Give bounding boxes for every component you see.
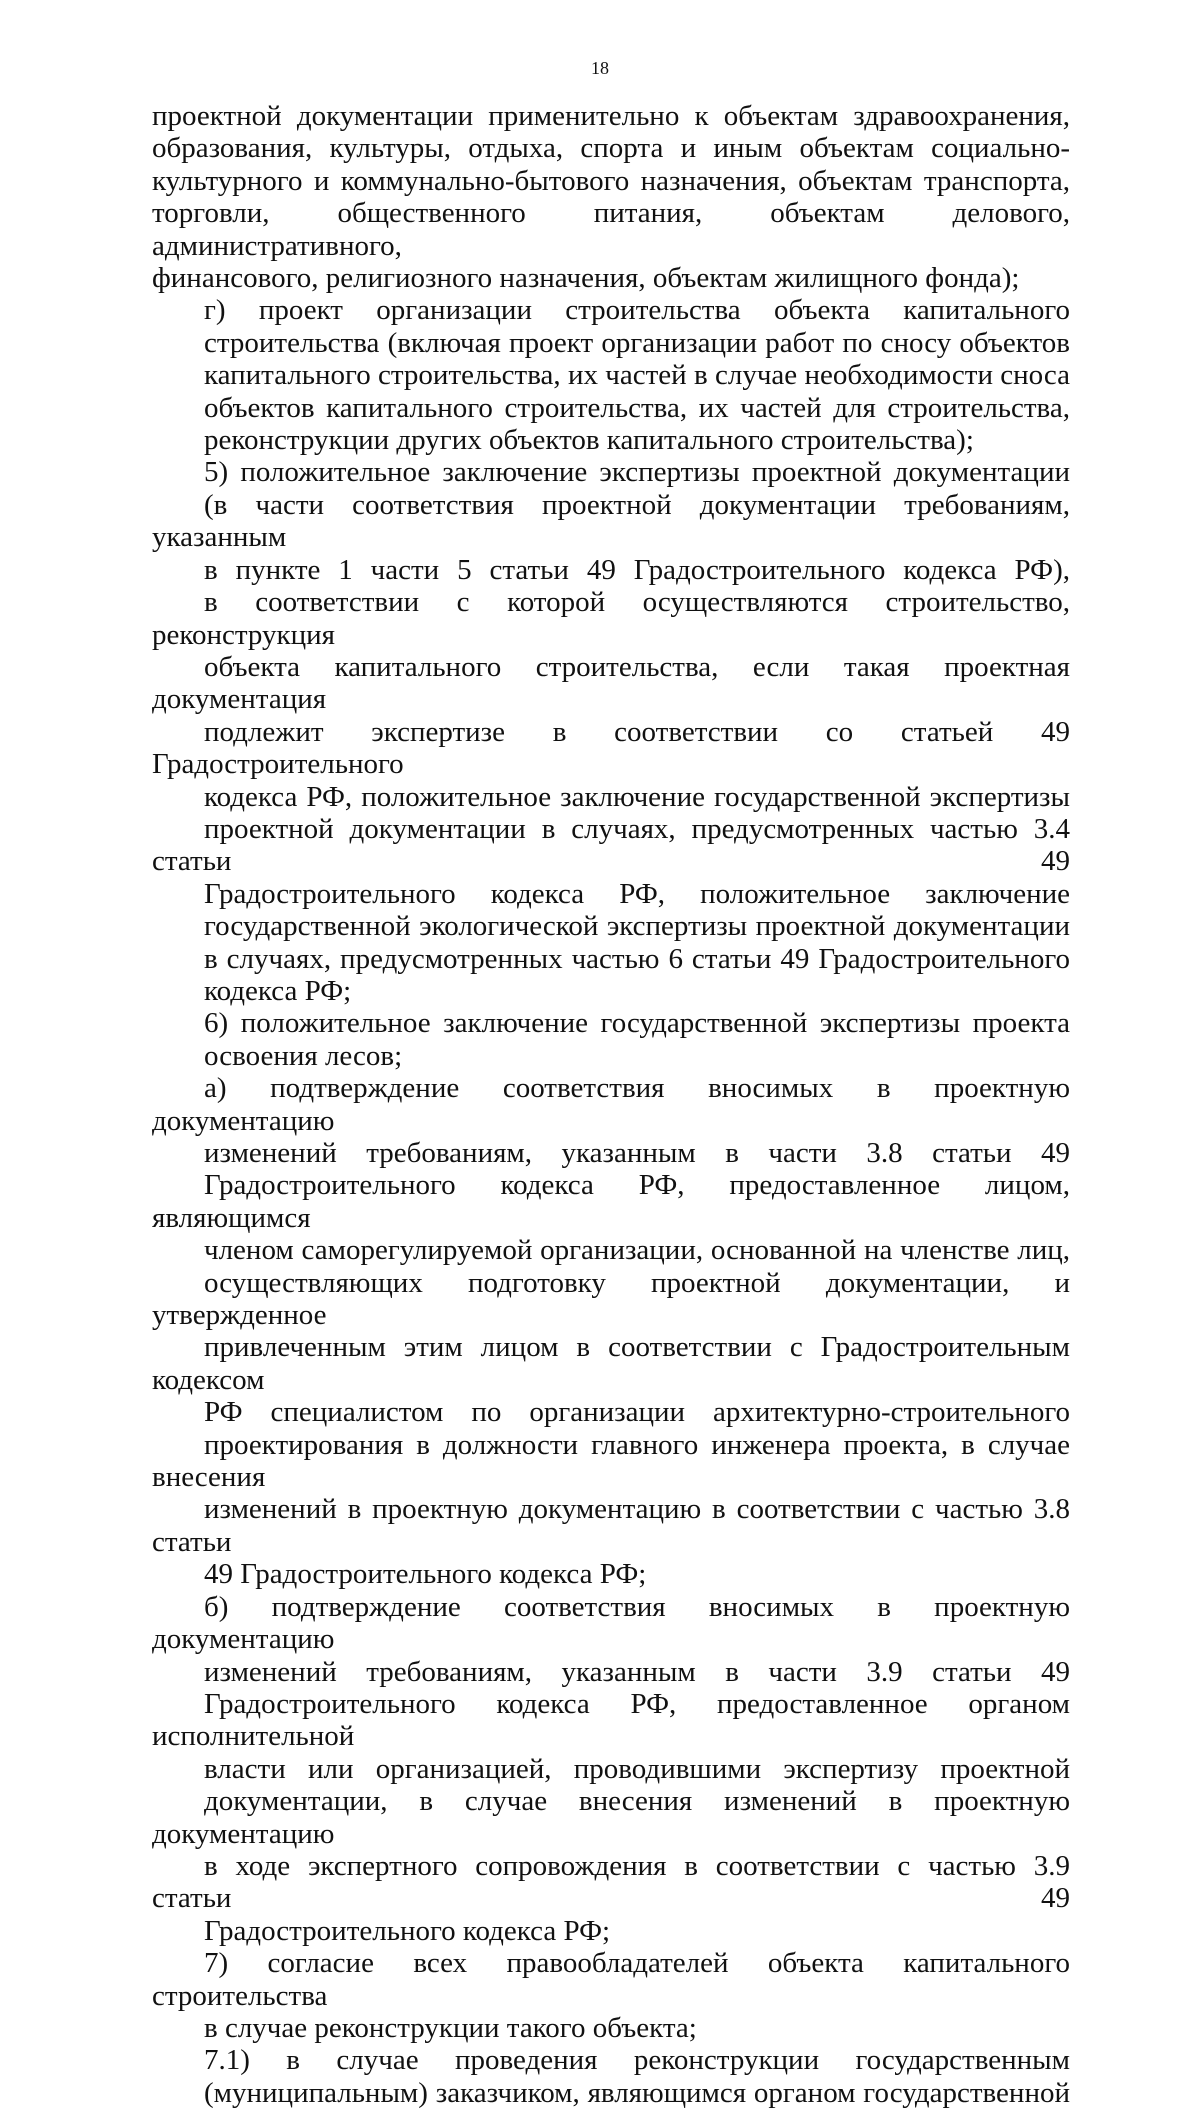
text-line: кодекса РФ, положительное заключение государственной экспертизы: [204, 780, 1070, 813]
text-line: торговли, общественного питания, объектам делового, административного,: [152, 197, 1070, 262]
text-line: осуществляющих подготовку проектной документации, и утвержденное: [152, 1266, 1070, 1332]
paragraph: [152, 456, 1070, 1007]
text-line: 5) положительное заключение экспертизы проектной документации: [204, 456, 1070, 489]
text-line: изменений требованиям, указанным в части 3.8 статьи 49: [204, 1137, 1070, 1169]
text-line: Градостроительного кодекса РФ, положительное заключение: [204, 877, 1070, 910]
text-line: 7) согласие всех правообладателей объекта капитального строительства: [152, 1947, 1070, 2012]
text-line: членом саморегулируемой организации, основанной на членстве лиц,: [204, 1234, 1070, 1267]
paragraph: [152, 1072, 1070, 1591]
text-line: культурного и коммунально-бытового назначения, объектам транспорта,: [152, 164, 1070, 197]
text-line: капитального строительства, их частей в случае необходимости сноса: [204, 359, 1070, 392]
text-line: подлежит экспертизе в соответствии со статьей 49 Градостроительного: [152, 715, 1070, 781]
page-number: 18: [591, 58, 609, 78]
text-line: строительства (включая проект организации работ по сносу объектов: [204, 326, 1070, 359]
text-line: государственной экологической экспертизы проектной документации: [204, 910, 1070, 943]
text-line: в случае реконструкции такого объекта;: [204, 2011, 697, 2044]
text-line: освоения лесов;: [204, 1039, 403, 1072]
paragraph-continuation: [152, 100, 1070, 294]
text-line: Градостроительного кодекса РФ, предоставленное лицом, являющимся: [152, 1169, 1070, 1234]
text-line: (в части соответствия проектной документации требованиям, указанным: [152, 488, 1070, 554]
text-line: 7.1) в случае проведения реконструкции государственным: [204, 2044, 1070, 2077]
text-line: реконструкции других объектов капитального строительства);: [204, 424, 974, 457]
text-line: 6) положительное заключение государственной экспертизы проекта: [204, 1007, 1070, 1040]
text-line: объектов капитального строительства, их частей для строительства,: [204, 391, 1070, 424]
text-line: б) подтверждение соответствия вносимых в проектную документацию: [152, 1590, 1070, 1656]
paragraph: [152, 2044, 1070, 2109]
text-line: проектной документации применительно к объектам здравоохранения,: [152, 100, 1070, 132]
text-line: в пункте 1 части 5 статьи 49 Градостроительного кодекса РФ),: [204, 553, 1070, 586]
text-line: власти или организацией, проводившими экспертизу проектной: [204, 1752, 1070, 1785]
text-line: привлеченным этим лицом в соответствии с Градостроительным кодексом: [152, 1331, 1070, 1396]
text-line: образования, культуры, отдыха, спорта и иным объектам социально-: [152, 132, 1070, 165]
paragraph: [152, 1007, 1070, 1072]
text-line: а) подтверждение соответствия вносимых в проектную документацию: [152, 1072, 1070, 1137]
paragraph: [152, 1591, 1070, 1947]
text-line: изменений требованиям, указанным в части 3.9 статьи 49: [204, 1655, 1070, 1688]
document-body: [152, 100, 1070, 2109]
text-line: (муниципальным) заказчиком, являющимся органом государственной: [204, 2076, 1070, 2109]
text-line: объекта капитального строительства, если такая проектная документация: [152, 650, 1070, 716]
text-line: 49 Градостроительного кодекса РФ;: [204, 1558, 647, 1591]
text-line: документации, в случае внесения изменений в проектную документацию: [152, 1785, 1070, 1850]
text-line: в ходе экспертного сопровождения в соответствии с частью 3.9 статьи 49: [152, 1849, 1070, 1915]
text-line: финансового, религиозного назначения, объектам жилищного фонда);: [152, 262, 1020, 295]
text-line: проектной документации в случаях, предусмотренных частью 3.4 статьи 49: [152, 812, 1070, 878]
text-line: в случаях, предусмотренных частью 6 статьи 49 Градостроительного: [204, 942, 1070, 975]
text-line: в соответствии с которой осуществляются строительство, реконструкция: [152, 586, 1070, 651]
text-line: изменений в проектную документацию в соответствии с частью 3.8 статьи: [152, 1493, 1070, 1558]
text-line: Градостроительного кодекса РФ, предоставленное органом исполнительной: [152, 1687, 1070, 1753]
paragraph: [152, 1947, 1070, 2044]
text-line: Градостроительного кодекса РФ;: [204, 1914, 611, 1947]
paragraph: [152, 294, 1070, 456]
text-line: РФ специалистом по организации архитектурно-строительного: [204, 1396, 1070, 1429]
text-line: г) проект организации строительства объекта капитального: [204, 294, 1070, 327]
text-line: кодекса РФ;: [204, 974, 352, 1007]
text-line: проектирования в должности главного инженера проекта, в случае внесения: [152, 1428, 1070, 1494]
